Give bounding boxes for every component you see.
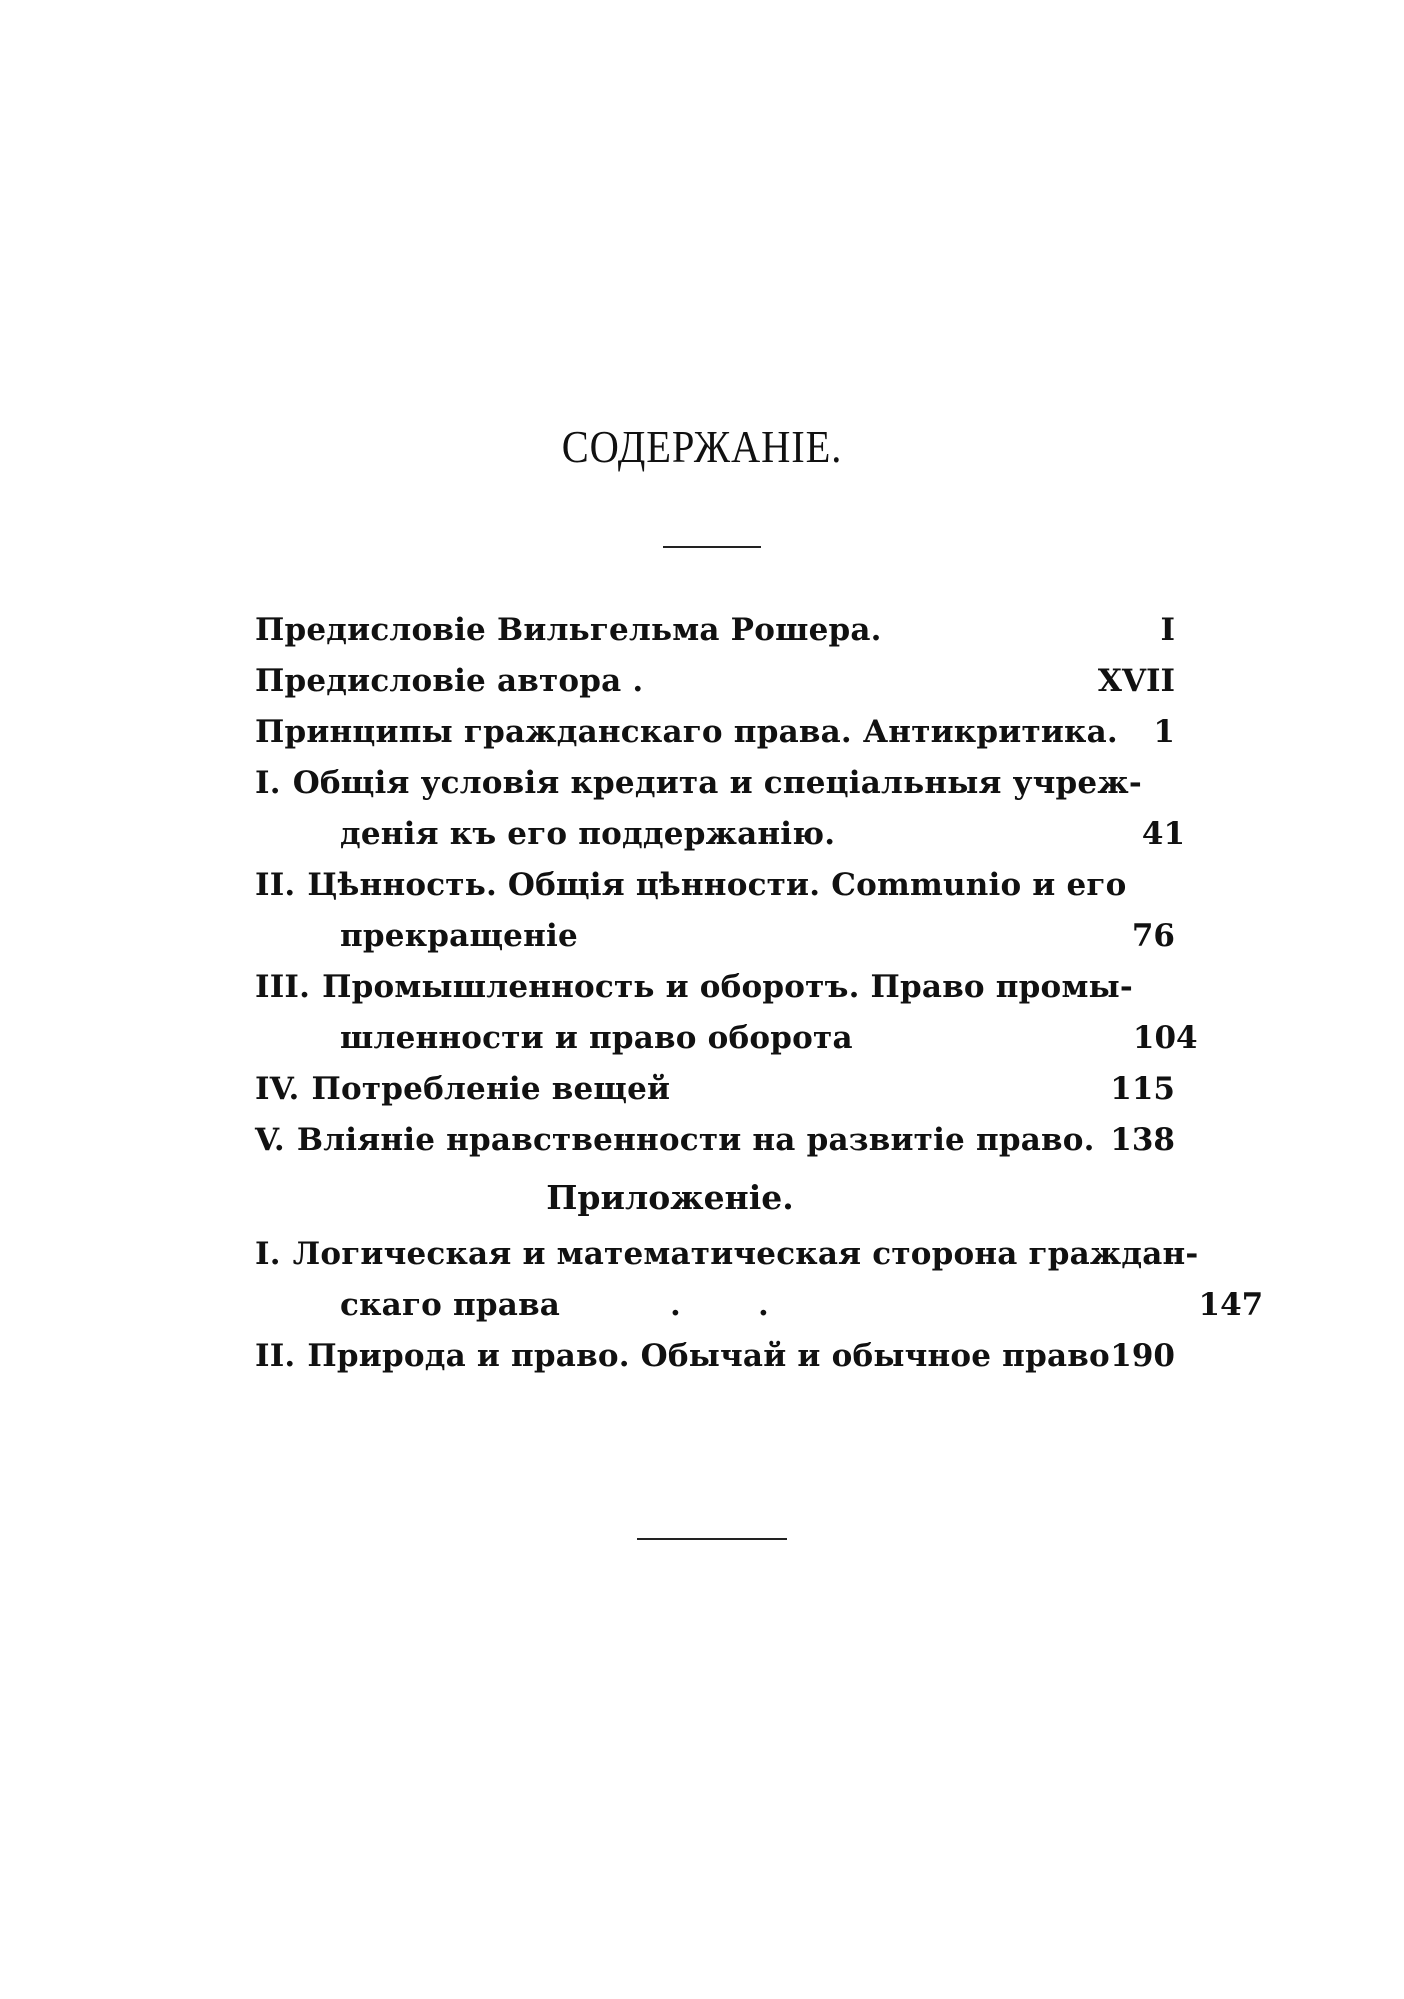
table-of-contents xyxy=(255,605,1264,1382)
toc-entry xyxy=(255,656,1175,707)
toc-entry xyxy=(255,1064,1175,1115)
toc-page-number: 115 xyxy=(1110,1071,1175,1107)
toc-page-number: 138 xyxy=(1110,1122,1175,1158)
toc-entry-text-continued: скаго права . . xyxy=(340,1287,769,1323)
toc-entry xyxy=(255,860,1175,962)
toc-entry-text: Потребленіе вещей xyxy=(311,1071,671,1107)
appendix-heading: Приложеніе. xyxy=(546,1178,794,1217)
toc-page-number: 41 xyxy=(1141,816,1186,852)
toc-entry xyxy=(255,1331,1175,1382)
toc-entry-number: IV. xyxy=(255,1071,300,1107)
toc-page-number: 104 xyxy=(1132,1020,1198,1056)
toc-entry-number: II. xyxy=(255,867,296,903)
toc-page-number: XVII xyxy=(1097,663,1175,699)
toc-entry-text: Общія условія кредита и спеціальныя учреж- xyxy=(292,765,1142,801)
toc-entry-text: Предисловіе Вильгельма Рошера. xyxy=(255,612,882,648)
toc-entry xyxy=(255,1229,1264,1331)
toc-entry-text: Промышленность и оборотъ. Право промы- xyxy=(322,969,1133,1005)
toc-entry xyxy=(255,605,1175,656)
toc-entry-text: Цѣнность. Общія цѣнности. Communio и его xyxy=(307,867,1127,903)
toc-entry-number: I. xyxy=(255,1236,281,1272)
toc-entry-text-continued: денія къ его поддержанію. xyxy=(340,816,836,852)
closing-rule xyxy=(637,1538,787,1540)
toc-entry xyxy=(255,707,1175,758)
page-title: СОДЕРЖАНІЕ. xyxy=(561,421,843,472)
toc-entry-text: Вліяніе нравственности на развитіе право. xyxy=(296,1122,1095,1158)
toc-entry xyxy=(255,1115,1175,1166)
toc-page-number: 76 xyxy=(1131,918,1175,954)
toc-entry-number: I. xyxy=(255,765,281,801)
toc-page-number: I xyxy=(1160,612,1175,648)
toc-entry-text: Логическая и математическая сторона граждан- xyxy=(292,1236,1199,1272)
toc-entry xyxy=(255,962,1198,1064)
toc-entry-text-continued: прекращеніе xyxy=(340,918,578,954)
toc-entry-text: Природа и право. Обычай и обычное право xyxy=(307,1338,1110,1374)
toc-entry-text: Предисловіе автора . xyxy=(255,663,644,699)
title-rule xyxy=(663,546,761,548)
toc-entry-number: V. xyxy=(255,1122,285,1158)
toc-entry-text: Принципы гражданскаго права. Антикритика. xyxy=(255,714,1118,750)
toc-page-number: 190 xyxy=(1110,1338,1175,1374)
toc-entry-number: II. xyxy=(255,1338,296,1374)
toc-page-number: 147 xyxy=(1198,1287,1264,1323)
toc-entry-number: III. xyxy=(255,969,311,1005)
toc-entry xyxy=(255,758,1186,860)
toc-entry-text-continued: шленности и право оборота xyxy=(340,1020,853,1056)
toc-page-number: 1 xyxy=(1153,714,1175,750)
